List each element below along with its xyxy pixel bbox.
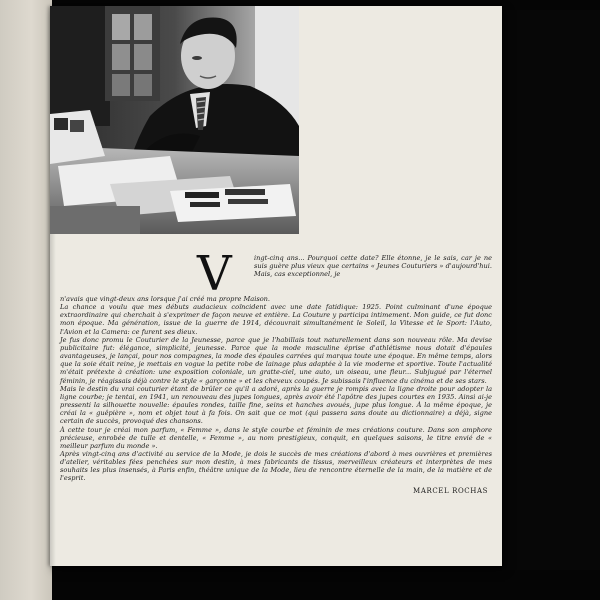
intro-text: ingt-cinq ans... Pourquoi cette date? Elle étonne, je le sais, car je ne suis guère plus vieux que certains « Jeunes Couturiers » d'aujourd'hui. Mais, cas exceptionnel, je	[254, 254, 492, 279]
article-paragraph: Après vingt-cinq ans d'activité au service de la Mode, je dois le succès de mes créations d'abord à mes ouvrières et premières d'atelier, véritables fées penchées sur mon destin, à mes fabricants de tissus, merveilleux créateurs et interprètes de mes souhaits les plus insensés, à Paris enfin, théâtre unique de la Mode, lieu de rencontre éternelle de la main, de la matière et de l'esprit.	[60, 449, 492, 483]
article-paragraph: La chance a voulu que mes débuts audacieux coïncident avec une date fatidique: 1925. Point culminant d'une époque extraordinaire qui cherchait à s'exprimer de façon neuve et entière. La Couture y participa intimement. Mon guide, ce fut donc mon époque. Ma génération, issue de la guerre de 1914, découvrait simultanément le Soleil, la Vitesse et le Sport: l'Auto, l'Avion et la Camera: ce furent ses dieux.	[60, 303, 492, 336]
article-paragraph: À cette tour je créai mon parfum, « Femme », dans le style courbe et féminin de mes créations couture. Dans son amphore précieuse, enrobée de tulle et dentelle, « Femme », au nom prestigieux, conquit, en quelques saisons, le titre envié de « meilleur parfum du monde ».	[60, 425, 492, 450]
article-paragraph: Mais le destin du vrai couturier étant de brûler ce qu'il a adoré, après la guerre je rompis avec la ligne droite pour adopter la ligne courbe; je tentai, en 1941, un renouveau des jupes longues, après avoir été l'apôtre des jupes courtes en 1935. Ainsi ai-je pressenti la silhouette nouvelle: épaules rondes, taille fine, seins et hanches avoués, jupe plus longue. À la même époque, je créai la « guêpière », nom et objet tout à fa fois. On sait que ce mot (qui passera sans doute au dictionnaire) a déjà, signe certain de succès, provoqué des chansons.	[60, 384, 492, 426]
background-dark	[502, 10, 600, 570]
article-paragraph: Je fus donc promu le Couturier de la Jeunesse, parce que je l'habillais tout naturellement dans son nouveau rôle. Ma devise publicitaire fut: élégance, simplicité, jeunesse. Parce que la mode masculine éprise d'athlétisme nous dotait d'épaules avantageuses, je lançai, pour nos compagnes, la mode des épaules carrées qui marqua toute une époque. En même temps, alors que la soie était reine, je mettais en vogue la petite robe de lainage plus adaptée à la vie moderne et sportive. Toute l'actualité m'était prétexte à création: une exposition coloniale, un gratte-ciel, une auto, un oiseau, une fleur... Subjugué par l'éternel féminin, je réagissais déjà contre le style « garçonne » et les cheveux coupés. Je subissais l'influence du cinéma et de ses stars.	[60, 335, 492, 385]
article-text	[60, 246, 492, 495]
article-intro	[197, 246, 492, 302]
booklet-page	[50, 6, 502, 566]
portrait-photograph	[50, 6, 299, 234]
author-signature: MARCEL ROCHAS	[413, 486, 488, 495]
previous-page-edge	[0, 0, 52, 600]
drop-cap: V	[197, 246, 232, 302]
intro-continuation: n'avais que vingt-deux ans lorsque j'ai créé ma propre Maison.	[60, 295, 271, 303]
